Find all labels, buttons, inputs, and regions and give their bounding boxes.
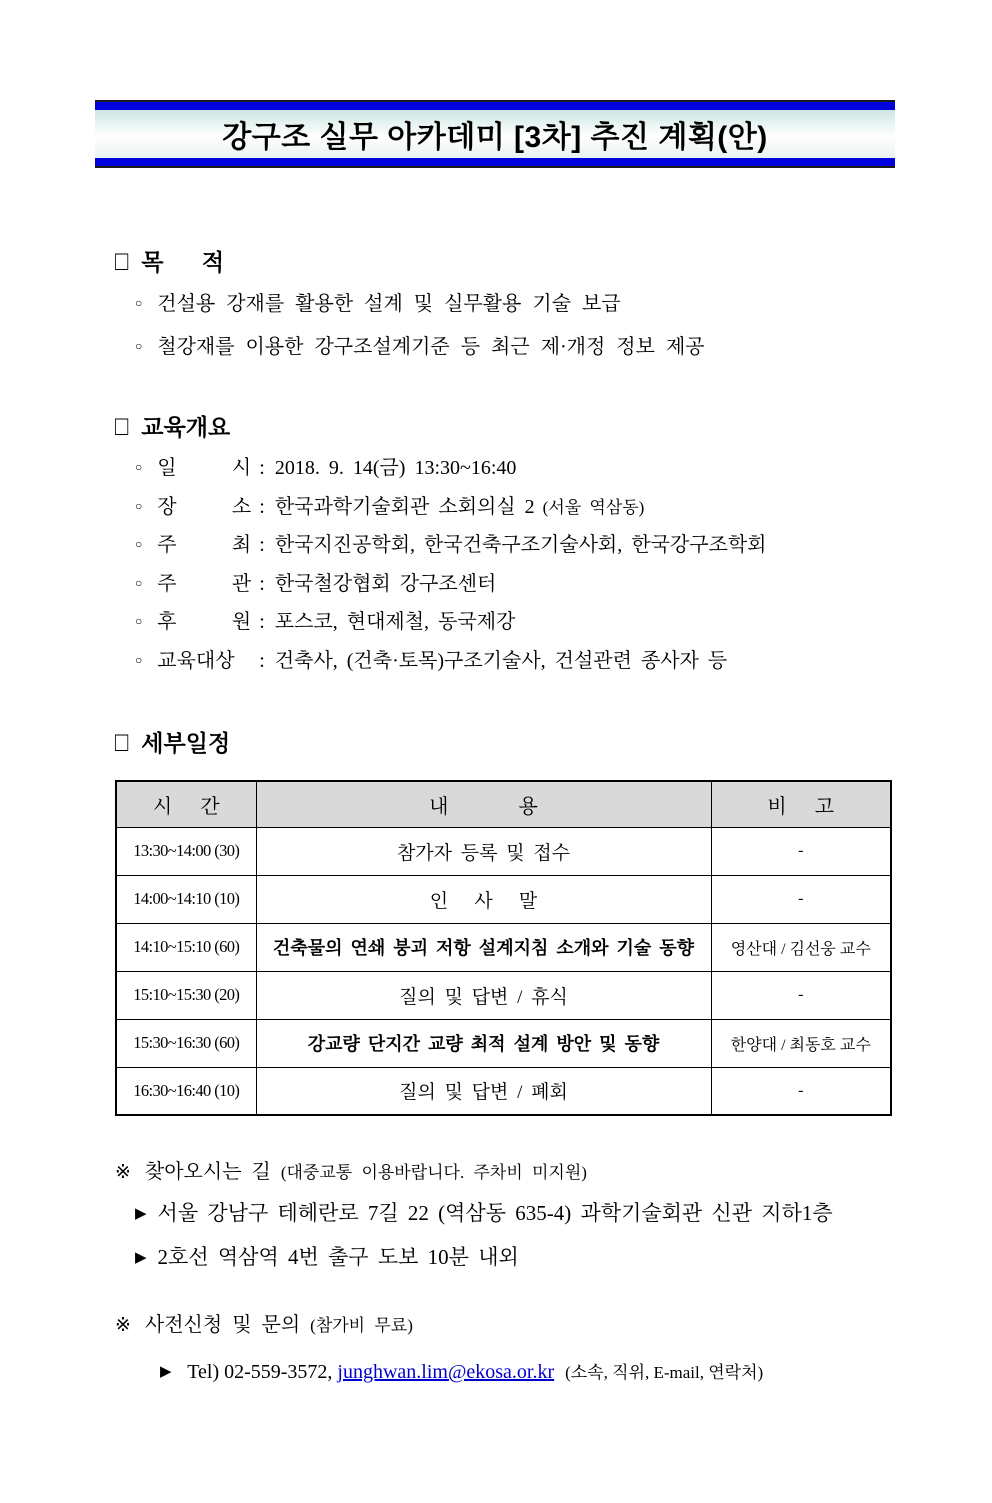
circle-bullet-icon: ○ [135,460,143,474]
contact-line [160,1358,892,1384]
cell-time: 13:30~14:00 (30) [116,827,256,875]
page-title: 강구조 실무 아카데미 [3차] 추진 계획(안) [222,121,768,154]
overview-item-label: 주 최 [157,534,252,556]
schedule-heading-label: 세부일정 [141,730,231,756]
overview-heading [115,409,892,442]
purpose-heading-label: 목 적 [141,249,225,275]
title-banner [95,100,895,168]
directions-title-line [115,1158,892,1187]
overview-item-organizer [135,566,892,605]
cell-note: - [711,1067,891,1115]
overview-item-value: 한국지진공학회, 한국건축구조기술사회, 한국강구조학회 [274,534,767,556]
cell-time: 15:10~15:30 (20) [116,971,256,1019]
overview-item-value: 한국과학기술회관 소회의실 2 [274,495,535,518]
document-content [115,244,892,1384]
cell-time: 14:00~14:10 (10) [116,875,256,923]
registration-title-note: (참가비 무료) [310,1316,413,1335]
reference-mark-icon: ※ [115,1315,131,1336]
table-row [116,971,891,1019]
cell-note: 한양대 / 최동호 교수 [711,1019,891,1067]
schedule-table [115,780,892,1116]
label-separator: : [259,495,265,518]
square-bullet-icon: □ [115,725,129,757]
circle-bullet-icon: ○ [135,296,143,310]
directions-address-line [135,1199,892,1231]
overview-item-value: 한국철강협회 강구조센터 [274,572,497,595]
section-schedule [115,725,892,1116]
cell-content: 인 사 말 [256,875,711,923]
overview-item-label: 일 시 [157,457,252,479]
overview-item-sponsors [135,604,892,643]
overview-item-datetime [135,450,892,489]
cell-note: 영산대 / 김선웅 교수 [711,923,891,971]
arrow-bullet-icon: ▶ [135,1206,147,1222]
table-row [116,1067,891,1115]
purpose-item-text: 건설용 강재를 활용한 설계 및 실무활용 기술 보급 [157,293,621,315]
cell-time: 14:10~15:10 (60) [116,923,256,971]
label-separator: : [259,649,265,672]
reference-mark-icon: ※ [115,1162,131,1183]
table-row [116,923,891,971]
directions-title: 찾아오시는 길 [144,1161,271,1183]
column-header-content: 내 용 [256,781,711,827]
email-link[interactable]: junghwan.lim@ekosa.or.kr [337,1361,555,1383]
email-note: (소속, 직위, E-mail, 연락처) [565,1363,764,1382]
circle-bullet-icon: ○ [135,339,143,353]
label-separator: : [259,534,265,556]
title-banner-core [95,102,895,166]
section-purpose [115,244,892,363]
circle-bullet-icon: ○ [135,537,143,551]
cell-content: 건축물의 연쇄 붕괴 저항 설계지침 소개와 기술 동향 [256,923,711,971]
square-bullet-icon: □ [115,244,129,276]
table-row [116,827,891,875]
overview-heading-label: 교육개요 [141,414,231,440]
circle-bullet-icon: ○ [135,614,143,628]
section-overview [115,409,892,681]
circle-bullet-icon: ○ [135,498,143,513]
directions-address-text: 서울 강남구 테헤란로 7길 22 (역삼동 635-4) 과학기술회관 신관 지하1층 [157,1201,833,1225]
overview-item-venue [135,489,892,528]
arrow-bullet-icon: ▶ [160,1364,172,1380]
document-page [0,100,992,1503]
overview-item-note: (서울 역삼동) [542,497,645,517]
directions-title-note: (대중교통 이용바랍니다. 주차비 미지원) [280,1163,587,1182]
overview-item-value: 2018. 9. 14(금) 13:30~16:40 [274,457,517,479]
directions-subway-text: 2호선 역삼역 4번 출구 도보 10분 내외 [157,1245,519,1269]
overview-item-label: 교육대상 [157,649,235,672]
purpose-item-text: 철강재를 이용한 강구조설계기준 등 최근 제·개정 정보 제공 [157,336,705,358]
purpose-item [135,334,892,363]
square-bullet-icon: □ [115,409,129,441]
registration-note [115,1311,892,1384]
overview-list [115,450,892,681]
overview-item-value: 포스코, 현대제철, 동국제강 [274,611,516,633]
overview-item-hosts [135,527,892,566]
column-header-time: 시 간 [116,781,256,827]
cell-time: 16:30~16:40 (10) [116,1067,256,1115]
circle-bullet-icon: ○ [135,652,143,667]
schedule-heading [115,725,892,758]
cell-note: - [711,875,891,923]
overview-item-label: 장 소 [157,495,252,518]
overview-item-audience [135,643,892,682]
arrow-bullet-icon: ▶ [135,1250,147,1266]
cell-content: 강교량 단지간 교량 최적 설계 방안 및 동향 [256,1019,711,1067]
overview-item-label: 후 원 [157,611,252,633]
cell-content: 참가자 등록 및 접수 [256,827,711,875]
circle-bullet-icon: ○ [135,575,143,590]
cell-time: 15:30~16:30 (60) [116,1019,256,1067]
directions-note [115,1158,892,1275]
label-separator: : [259,611,265,633]
cell-content: 질의 및 답변 / 휴식 [256,971,711,1019]
directions-subway-line [135,1243,892,1275]
purpose-heading [115,244,892,277]
table-row [116,875,891,923]
tel-label: Tel) 02-559-3572, [187,1361,333,1383]
table-header-row [116,781,891,827]
overview-item-label: 주 관 [157,572,252,595]
label-separator: : [259,457,265,479]
registration-title: 사전신청 및 문의 [144,1314,301,1336]
cell-note: - [711,971,891,1019]
table-row [116,1019,891,1067]
label-separator: : [259,572,265,595]
cell-note: - [711,827,891,875]
overview-item-value: 건축사, (건축·토목)구조기술사, 건설관련 종사자 등 [274,649,728,672]
registration-title-line [115,1311,892,1340]
cell-content: 질의 및 답변 / 폐회 [256,1067,711,1115]
column-header-note: 비 고 [711,781,891,827]
purpose-item [135,291,892,320]
